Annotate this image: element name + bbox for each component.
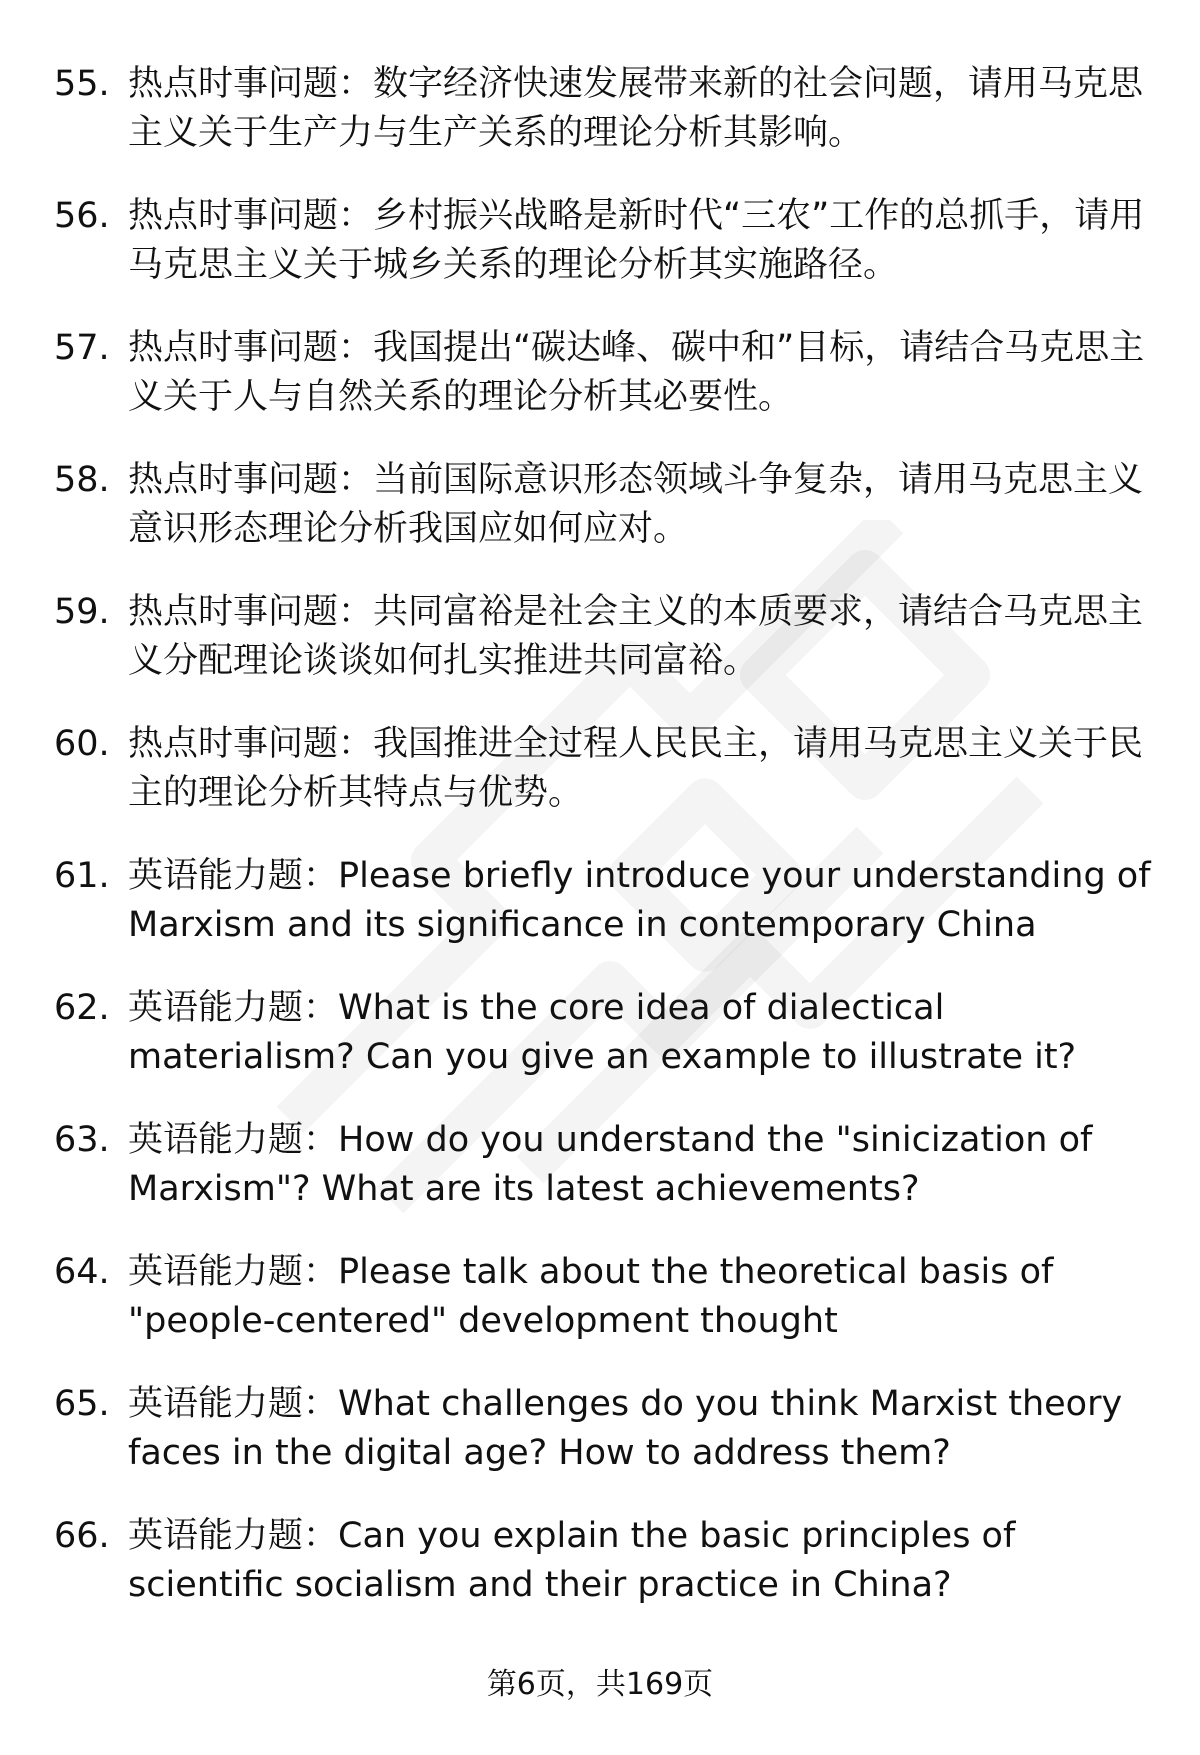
question-number: 55. [54, 64, 110, 104]
question-item [54, 852, 1154, 950]
question-item [54, 984, 1154, 1082]
question-number: 57. [54, 328, 110, 368]
question-text: 热点时事问题：我国提出“碳达峰、碳中和”目标，请结合马克思主义关于人与自然关系的理论分析其必要性。 [128, 328, 1145, 417]
question-number: 59. [54, 592, 110, 632]
question-text: 热点时事问题：数字经济快速发展带来新的社会问题，请用马克思主义关于生产力与生产关系的理论分析其影响。 [128, 64, 1144, 153]
question-item [54, 1116, 1154, 1214]
question-item [54, 192, 1154, 290]
question-list [54, 60, 1154, 1644]
question-number: 56. [54, 196, 110, 236]
question-item [54, 60, 1154, 158]
question-text: 英语能力题：How do you understand the "sinicization of Marxism"? What are its latest achievements? [128, 1120, 1093, 1209]
question-item [54, 456, 1154, 554]
question-number: 66. [54, 1516, 110, 1556]
question-number: 63. [54, 1120, 110, 1160]
question-text: 英语能力题：What challenges do you think Marxist theory faces in the digital age? How to address them? [128, 1384, 1123, 1473]
question-item [54, 1248, 1154, 1346]
question-text: 英语能力题：Please talk about the theoretical basis of "people-centered" development thought [128, 1252, 1054, 1341]
question-number: 58. [54, 460, 110, 500]
question-item [54, 720, 1154, 818]
question-number: 64. [54, 1252, 110, 1292]
question-item [54, 588, 1154, 686]
question-item [54, 1380, 1154, 1478]
question-text: 热点时事问题：我国推进全过程人民民主，请用马克思主义关于民主的理论分析其特点与优势。 [128, 724, 1144, 813]
question-number: 60. [54, 724, 110, 764]
question-item [54, 1512, 1154, 1610]
question-text: 英语能力题：What is the core idea of dialectical materialism? Can you give an example to illustrate it? [128, 988, 1077, 1077]
question-text: 英语能力题：Can you explain the basic principles of scientific socialism and their practice in China? [128, 1516, 1016, 1605]
question-text: 热点时事问题：乡村振兴战略是新时代“三农”工作的总抓手，请用马克思主义关于城乡关系的理论分析其实施路径。 [128, 196, 1145, 285]
page-number-footer: 第6页，共169页 [486, 1667, 714, 1702]
question-text: 英语能力题：Please briefly introduce your understanding of Marxism and its significance in contemporary China [128, 856, 1151, 945]
question-number: 61. [54, 856, 110, 896]
question-number: 62. [54, 988, 110, 1028]
question-text: 热点时事问题：当前国际意识形态领域斗争复杂，请用马克思主义意识形态理论分析我国应如何应对。 [128, 460, 1144, 549]
question-number: 65. [54, 1384, 110, 1424]
question-text: 热点时事问题：共同富裕是社会主义的本质要求，请结合马克思主义分配理论谈谈如何扎实推进共同富裕。 [128, 592, 1144, 681]
question-item [54, 324, 1154, 422]
